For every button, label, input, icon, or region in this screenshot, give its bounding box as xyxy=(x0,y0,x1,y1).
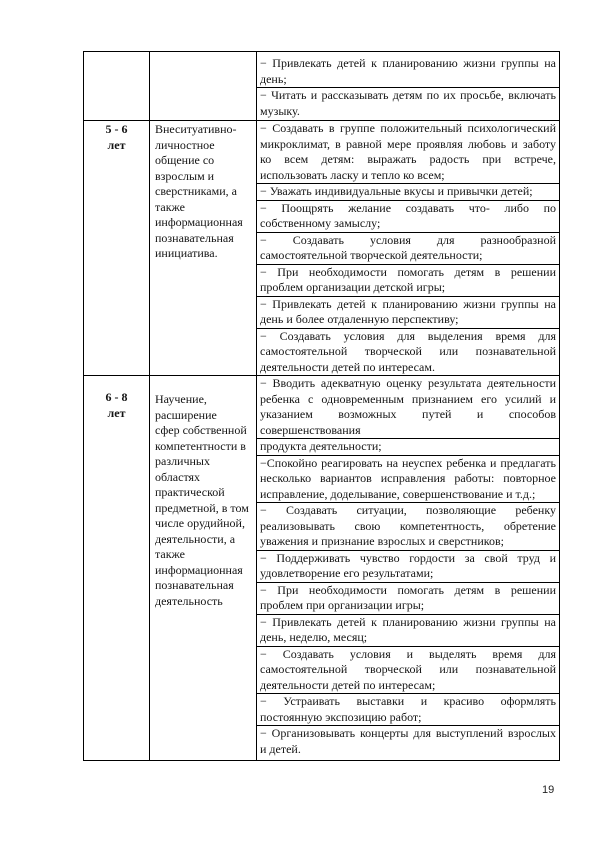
communication-form-line: сверстниками, а xyxy=(155,184,237,198)
task-line: уважения и признание взрослых и сверстников; xyxy=(260,534,504,548)
task-line: −Спокойно реагировать на неуспех ребенка и предлагать xyxy=(260,455,556,470)
task-line: использовать ласку и тепло ко всем; xyxy=(260,167,445,182)
table-row xyxy=(84,376,560,761)
task-line: − Создавать условия и выделять время для xyxy=(260,646,556,661)
task-item xyxy=(257,265,559,297)
task-item xyxy=(257,583,559,615)
communication-form-line: познавательная xyxy=(155,230,234,245)
task-line: деятельности детей по интересам; xyxy=(260,677,436,692)
task-item xyxy=(257,376,559,439)
task-line: указанием возможных путей и способов xyxy=(260,407,556,421)
communication-form-line: деятельности, а xyxy=(155,531,236,546)
task-line: и детей. xyxy=(260,741,301,756)
content-table xyxy=(83,51,560,761)
communication-form-line: числе орудийной, xyxy=(155,516,245,530)
communication-form-line: также xyxy=(155,547,186,561)
task-line: проблем организации детской игры; xyxy=(260,280,446,294)
task-line: день; xyxy=(260,71,287,86)
task-line: проблем при организации игры; xyxy=(260,598,425,612)
communication-form-line: компетентности в xyxy=(155,438,246,453)
task-item xyxy=(257,184,559,201)
communication-form-line: деятельность xyxy=(155,593,223,608)
task-line: − Устраивать выставки и красиво оформлять xyxy=(260,694,556,708)
task-item xyxy=(257,329,559,376)
age-group-line: лет xyxy=(107,137,126,152)
task-line: − Создавать условия для выделения время для xyxy=(260,328,556,343)
tasks-cell xyxy=(257,376,560,760)
task-item xyxy=(257,694,559,726)
task-line: продукта деятельности; xyxy=(260,439,382,453)
communication-form-line: расширение xyxy=(155,407,217,422)
task-line: деятельности детей по интересам. xyxy=(260,359,435,374)
task-line: день, неделю, месяц; xyxy=(260,630,368,644)
task-line: реализовывать свою компетентность, обретение xyxy=(260,518,556,533)
communication-form-line: Научение, xyxy=(155,392,207,406)
table-row xyxy=(84,121,560,376)
task-item xyxy=(257,233,559,265)
task-item xyxy=(257,647,559,695)
age-group-cell xyxy=(84,376,150,760)
task-line: − При необходимости помогать детям в решении xyxy=(260,582,556,597)
task-line: исправление, доделывание, совершенствование и т.д.; xyxy=(260,486,536,501)
communication-form-line: взрослым и xyxy=(155,168,215,183)
communication-form-cell xyxy=(150,376,257,760)
task-item xyxy=(257,56,559,88)
communication-form-line: практической xyxy=(155,485,225,499)
task-item xyxy=(257,439,559,456)
task-line: − Привлекать детей к планированию жизни группы на xyxy=(260,56,556,70)
communication-form-line: предметной, в том xyxy=(155,500,249,515)
task-line: музыку. xyxy=(260,103,300,118)
communication-form-line: личностное xyxy=(155,137,215,152)
task-line: самостоятельной творческой или познавательной xyxy=(260,662,556,676)
task-line: − При необходимости помогать детям в решении xyxy=(260,264,556,279)
task-item xyxy=(257,615,559,647)
task-item xyxy=(257,201,559,233)
task-item xyxy=(257,551,559,583)
communication-form-line: общение со xyxy=(155,153,215,167)
communication-form-line: познавательная xyxy=(155,578,234,592)
communication-form-line: информационная xyxy=(155,215,243,229)
communication-form-line: инициатива. xyxy=(155,246,218,260)
task-line: ко всем детям: выражать радость при встрече, xyxy=(260,152,556,166)
communication-form-cell xyxy=(150,52,257,120)
communication-form-line: различных xyxy=(155,454,210,468)
table-row xyxy=(84,52,560,121)
task-line: самостоятельной творческой деятельности; xyxy=(260,248,483,262)
task-line: − Привлекать детей к планированию жизни группы на xyxy=(260,296,556,311)
age-group-cell xyxy=(84,52,150,120)
task-item xyxy=(257,726,559,760)
page-number: 19 xyxy=(542,784,555,796)
communication-form-cell xyxy=(150,121,257,375)
task-line: − Читать и рассказывать детям по их просьбе, включать xyxy=(260,88,556,102)
task-item xyxy=(257,503,559,551)
age-group-cell xyxy=(84,121,150,375)
task-line: − Создавать ситуации, позволяющие ребенку xyxy=(260,503,556,517)
task-line: − Уважать индивидуальные вкусы и привычки детей; xyxy=(260,184,533,198)
task-line: микроклимат, в равной мере проявляя любовь и заботу xyxy=(260,136,556,151)
communication-form-line: сфер собственной xyxy=(155,423,247,437)
task-line: − Вводить адекватную оценку результата деятельности xyxy=(260,376,556,390)
task-line: совершенствования xyxy=(260,422,361,437)
communication-form-line: Внеситуативно- xyxy=(155,122,237,136)
communication-form-line: областях xyxy=(155,469,201,484)
task-line: несколько вариантов исправления работы: повторное xyxy=(260,471,556,485)
tasks-cell xyxy=(257,52,560,120)
age-group-line: лет xyxy=(107,405,126,420)
communication-form-line: информационная xyxy=(155,562,243,577)
tasks-cell xyxy=(257,121,560,375)
age-group-line: 6 - 8 xyxy=(105,390,128,404)
task-line: − Создавать в группе положительный психологический xyxy=(260,121,556,135)
task-line: удовлетворение его результатами; xyxy=(260,566,434,580)
task-line: − Поощрять желание создавать что- либо по xyxy=(260,200,556,215)
task-line: − Создавать условия для разнообразной xyxy=(260,232,556,247)
task-line: день и более отдаленную перспективу; xyxy=(260,312,459,326)
task-line: собственному замыслу; xyxy=(260,216,381,230)
age-group-line: 5 - 6 xyxy=(105,122,128,136)
task-line: постоянную экспозицию работ; xyxy=(260,709,422,724)
task-line: − Поддерживать чувство гордости за свой труд и xyxy=(260,550,556,565)
task-item xyxy=(257,121,559,184)
task-line: − Организовывать концерты для выступлений взрослых xyxy=(260,726,556,740)
task-line: ребенка с одновременным признанием его усилий и xyxy=(260,391,556,406)
task-item xyxy=(257,456,559,504)
task-item xyxy=(257,297,559,329)
task-line: − Привлекать детей к планированию жизни группы на xyxy=(260,614,556,629)
task-line: самостоятельной творческой или познавательной xyxy=(260,344,556,358)
task-item xyxy=(257,88,559,120)
communication-form-line: также xyxy=(155,199,186,214)
